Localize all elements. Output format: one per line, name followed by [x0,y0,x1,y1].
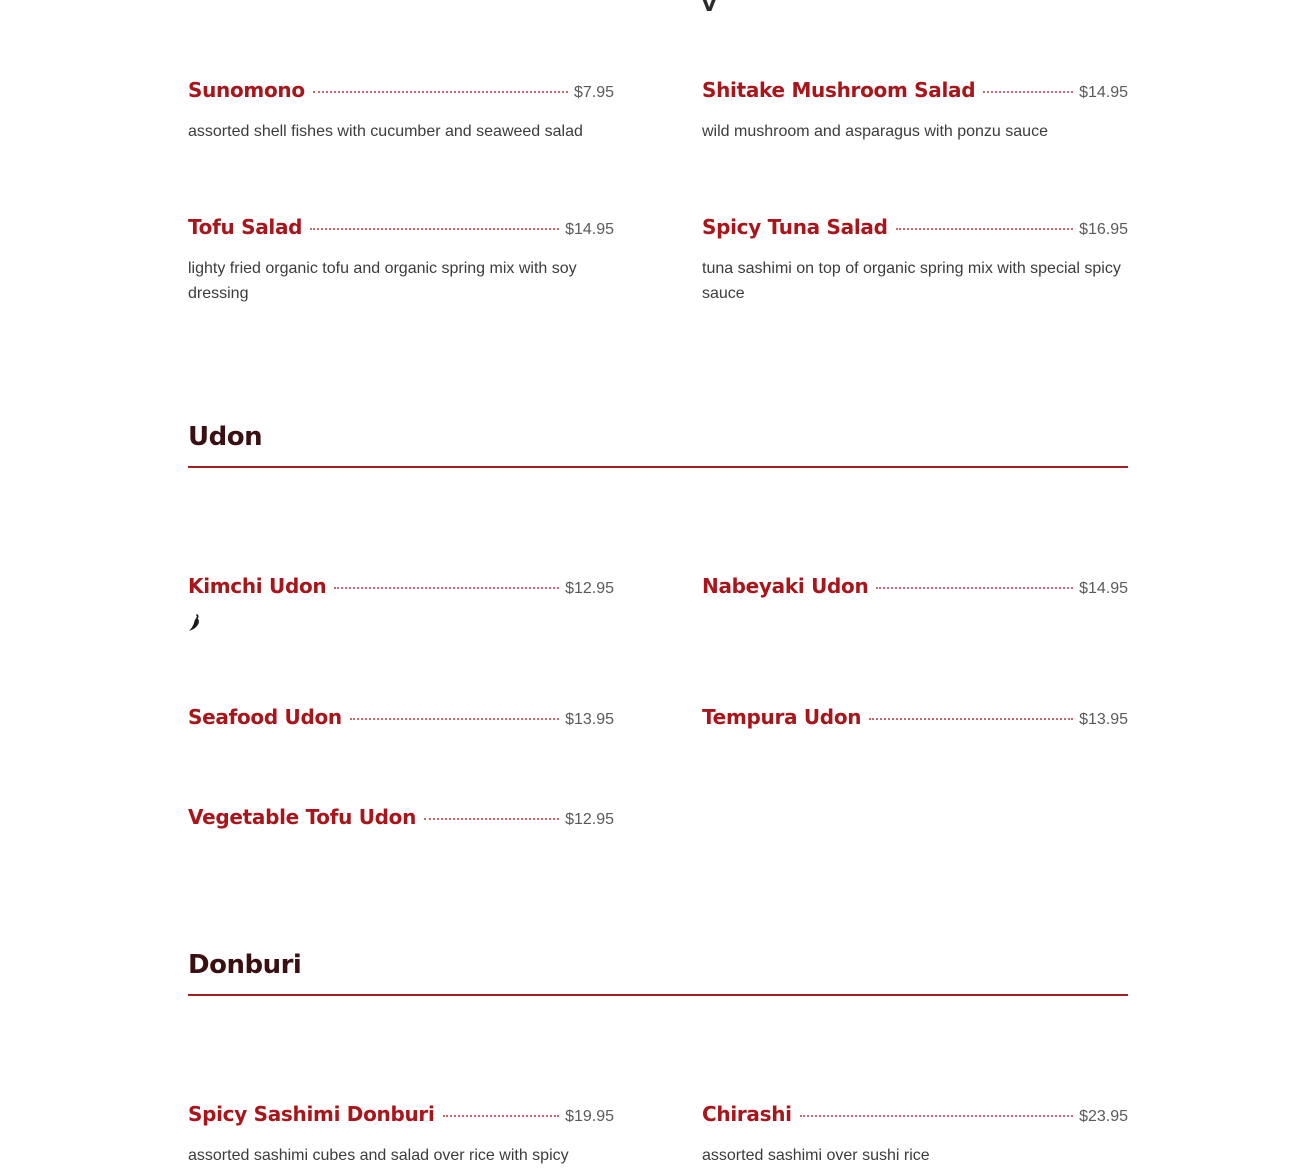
item-name: Shitake Mushroom Salad [702,78,976,102]
section-divider [188,994,1128,996]
dot-leader [313,91,568,93]
item-name: Spicy Tuna Salad [702,215,888,239]
item-name: Sunomono [188,78,305,102]
item-name: Chirashi [702,1102,792,1126]
item-price: $12.95 [565,811,614,828]
item-price: $19.95 [565,1108,614,1125]
item-price: $14.95 [565,221,614,238]
dot-leader [443,1115,560,1117]
item-description: tuna sashimi on top of organic spring mix with special spicy sauce [702,260,1121,302]
item-price: $13.95 [1079,711,1128,728]
section-title: Udon [188,422,263,452]
item-description: lighty fried organic tofu and organic spring mix with soy dressing [188,260,577,302]
menu-item-nabeyaki-udon [702,574,1128,598]
item-description: assorted sashimi over sushi rice [702,1147,930,1164]
item-description: wild mushroom and asparagus with ponzu sauce [702,123,1048,140]
chili-pepper-icon [188,614,202,632]
item-name: Kimchi Udon [188,574,327,598]
item-price: $14.95 [1079,84,1128,101]
item-name: Seafood Udon [188,705,342,729]
dot-leader [424,818,559,820]
item-price: $16.95 [1079,221,1128,238]
section-title: Donburi [188,950,302,980]
item-price: $13.95 [565,711,614,728]
item-name: Nabeyaki Udon [702,574,869,598]
section-icon-fragment: v [702,0,717,17]
item-price: $23.95 [1079,1108,1128,1125]
dot-leader [310,228,559,230]
menu-item-vegetable-tofu-udon [188,805,614,829]
dot-leader [334,587,559,589]
item-price: $14.95 [1079,580,1128,597]
menu-item-seafood-udon [188,705,614,729]
dot-leader [896,228,1073,230]
menu-item-spicy-tuna-salad [702,215,1128,306]
menu-item-spicy-sashimi-donburi [188,1102,614,1168]
section-divider [188,466,1128,468]
menu-item-tempura-udon [702,705,1128,729]
menu-item-tofu-salad [188,215,614,306]
item-price: $7.95 [573,84,614,101]
menu-item-kimchi-udon [188,574,614,598]
item-description: assorted sashimi cubes and salad over rice with spicy [188,1147,569,1164]
item-description: assorted shell fishes with cucumber and seaweed salad [188,123,583,140]
dot-leader [350,718,559,720]
item-name: Spicy Sashimi Donburi [188,1102,435,1126]
menu-item-shitake-mushroom-salad [702,78,1128,144]
menu-item-sunomono [188,78,614,144]
item-name: Tofu Salad [188,215,303,239]
dot-leader [869,718,1073,720]
dot-leader [876,587,1073,589]
dot-leader [983,91,1073,93]
item-price: $12.95 [565,580,614,597]
dot-leader [800,1115,1073,1117]
item-name: Vegetable Tofu Udon [188,805,417,829]
item-name: Tempura Udon [702,705,862,729]
menu-item-chirashi [702,1102,1128,1168]
